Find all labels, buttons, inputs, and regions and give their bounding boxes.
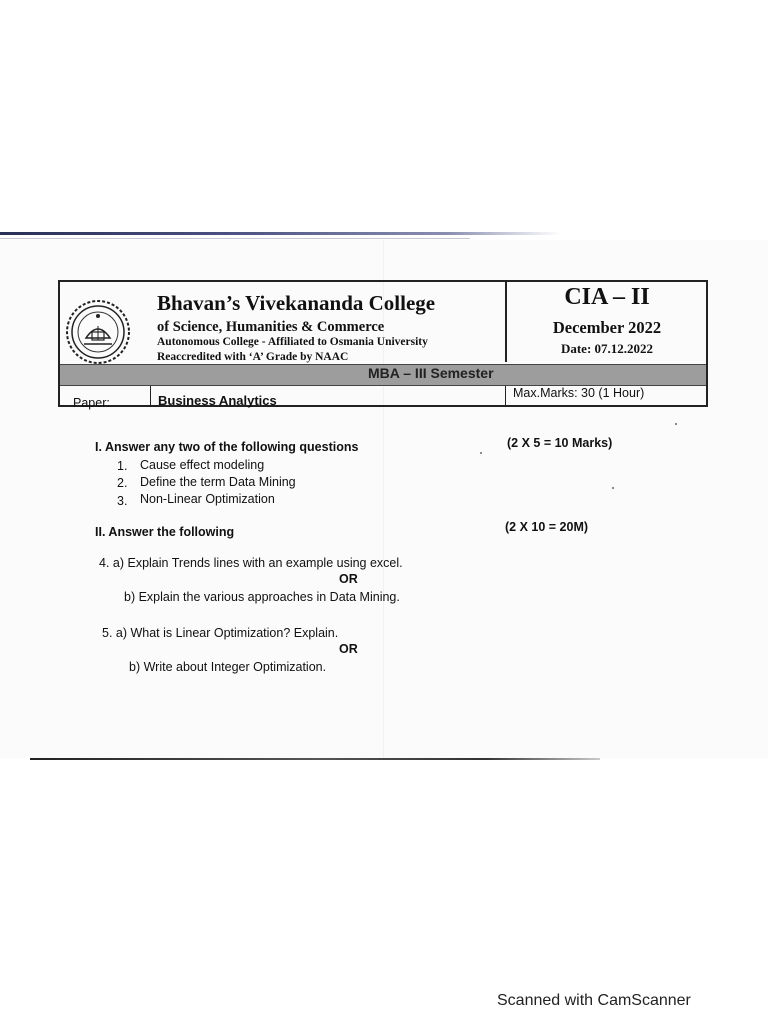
semester-label: MBA – III Semester (368, 365, 494, 381)
college-accreditation: Reaccredited with ‘A’ Grade by NAAC (157, 351, 349, 363)
exam-month: December 2022 (552, 318, 662, 337)
paper-row-divider (505, 386, 506, 406)
section2-marks: (2 X 10 = 20M) (505, 520, 589, 534)
scan-speck (675, 423, 677, 425)
section1-marks: (2 X 5 = 10 Marks) (507, 436, 613, 450)
section2-heading: II. Answer the following (95, 525, 235, 539)
question-5a: 5. a) What is Linear Optimization? Explain. (102, 626, 339, 640)
section1-heading: I. Answer any two of the following questions (95, 440, 359, 454)
question-4-or: OR (339, 572, 358, 586)
scan-edge-top-shadow (0, 238, 470, 239)
scan-edge-top (0, 232, 560, 235)
scan-speck (612, 487, 614, 489)
question-number: 3. (117, 494, 128, 508)
paper-subject: Business Analytics (158, 393, 277, 408)
college-name: Bhavan’s Vivekananda College (157, 291, 436, 315)
question-text: Define the term Data Mining (140, 475, 296, 489)
paper-label: Paper: (73, 396, 110, 410)
scanner-watermark: Scanned with CamScanner (497, 992, 691, 1009)
exam-date: Date: 07.12.2022 (560, 341, 654, 356)
question-5b: b) Write about Integer Optimization. (129, 660, 327, 674)
paper-row-divider (150, 386, 151, 406)
question-4a: 4. a) Explain Trends lines with an example using excel. (99, 556, 403, 570)
question-text: Cause effect modeling (140, 458, 265, 472)
question-number: 1. (117, 459, 128, 473)
scan-speck (480, 452, 482, 454)
question-5-or: OR (339, 642, 358, 656)
college-affiliation: Autonomous College - Affiliated to Osmania University (157, 336, 428, 348)
question-text: Non-Linear Optimization (140, 492, 275, 506)
college-subtitle: of Science, Humanities & Commerce (157, 319, 385, 335)
college-seal-logo (64, 298, 132, 366)
scan-edge-bottom (30, 758, 600, 760)
max-marks: Max.Marks: 30 (1 Hour) (513, 386, 645, 400)
question-4b: b) Explain the various approaches in Data Mining. (124, 590, 400, 604)
question-number: 2. (117, 476, 128, 490)
exam-title: CIA – II (564, 284, 650, 310)
